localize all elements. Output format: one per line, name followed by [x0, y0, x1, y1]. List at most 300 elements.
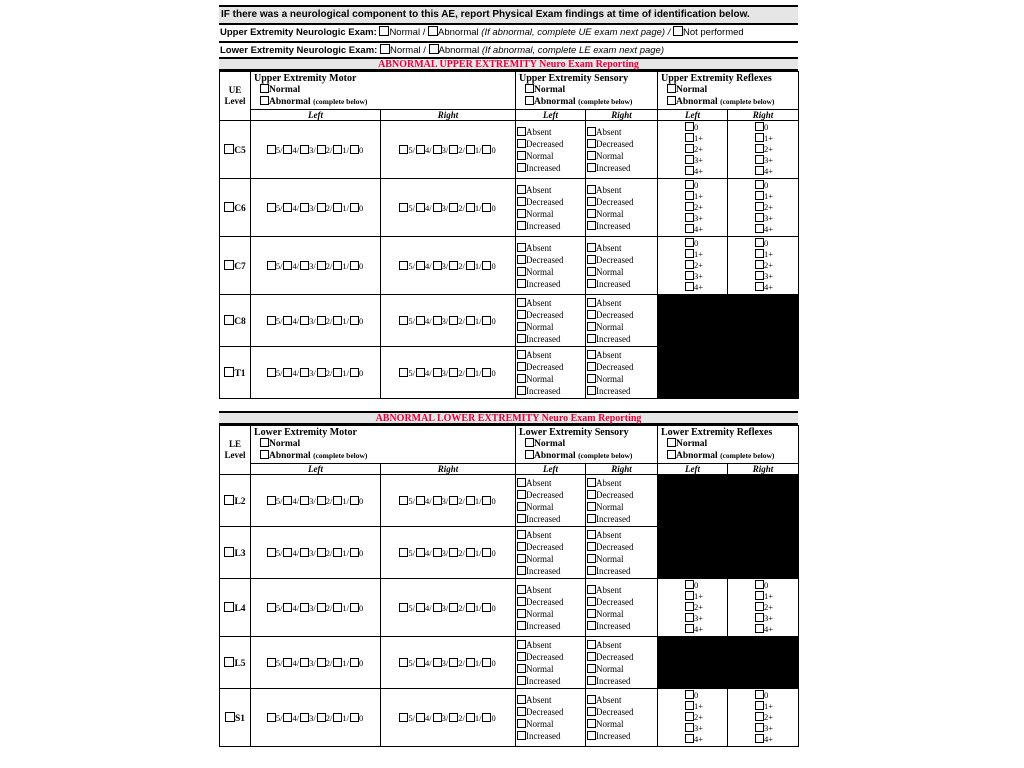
- c5-right-motor-4-label: 1/: [474, 144, 482, 155]
- c5-right-reflex-2-checkbox[interactable]: [755, 144, 764, 153]
- l4-right-motor-1-checkbox[interactable]: [416, 603, 425, 612]
- c8-left-sensory-0-checkbox[interactable]: [517, 298, 526, 307]
- c7-left-motor-5-checkbox[interactable]: [350, 261, 359, 270]
- c6-left-motor-4-checkbox[interactable]: [333, 203, 342, 212]
- c6-right-sensory-1-checkbox[interactable]: [587, 197, 596, 206]
- upper-motor-abnormal-checkbox[interactable]: [260, 96, 269, 105]
- upper-extremity-table: [219, 71, 799, 399]
- c7-right-sensory-3-checkbox[interactable]: [587, 279, 596, 288]
- l3-right-motor-0-checkbox[interactable]: [399, 548, 408, 557]
- c5-right-reflex-0-checkbox[interactable]: [755, 122, 764, 131]
- l5-right-motor-4-checkbox[interactable]: [466, 658, 475, 667]
- l2-left-sensory-1-checkbox[interactable]: [517, 490, 526, 499]
- c6-right-reflex-0-checkbox[interactable]: [755, 180, 764, 189]
- c5-right-reflex-4-checkbox[interactable]: [755, 166, 764, 175]
- c5-left-reflex-3-checkbox[interactable]: [685, 155, 694, 164]
- c6-left-reflex-1-checkbox[interactable]: [685, 191, 694, 200]
- c8-right-motor-1-checkbox[interactable]: [416, 316, 425, 325]
- l4-left-motor-2-checkbox[interactable]: [300, 603, 309, 612]
- l2-left-motor-5-checkbox[interactable]: [350, 496, 359, 505]
- upper-motor-title: Upper Extremity Motor: [254, 73, 357, 84]
- l4-left-sensory-3-checkbox[interactable]: [517, 621, 526, 630]
- c6-left-reflex-2-label: 2+: [694, 202, 704, 212]
- level-l2-checkbox[interactable]: [224, 495, 234, 505]
- l2-right-sensory-0-checkbox[interactable]: [587, 478, 596, 487]
- l4-left-motor-3-checkbox[interactable]: [317, 603, 326, 612]
- c5-left-sensory-3-checkbox[interactable]: [517, 163, 526, 172]
- c7-right-sensory-3-label: Increased: [596, 278, 631, 289]
- level-l3-checkbox[interactable]: [224, 547, 234, 557]
- l4-right-motor-2-checkbox[interactable]: [433, 603, 442, 612]
- s1-left-sensory-2-checkbox[interactable]: [517, 719, 526, 728]
- ue-normal-checkbox[interactable]: [379, 26, 389, 36]
- l5-left-motor-3-checkbox[interactable]: [317, 658, 326, 667]
- level-c7-checkbox[interactable]: [224, 260, 234, 270]
- c7-right-motor-2-checkbox[interactable]: [433, 261, 442, 270]
- c6-left-reflex-3-label: 3+: [694, 213, 704, 223]
- lower-reflex-normal-checkbox[interactable]: [667, 438, 676, 447]
- c8-left-motor-4-checkbox[interactable]: [333, 316, 342, 325]
- c6-right-motor-2-checkbox[interactable]: [433, 203, 442, 212]
- s1-left-reflex-0-checkbox[interactable]: [685, 690, 694, 699]
- c5-left-sensory-1-checkbox[interactable]: [517, 139, 526, 148]
- c5-right-sensory-2-checkbox[interactable]: [587, 151, 596, 160]
- l4-left-motor-5-checkbox[interactable]: [350, 603, 359, 612]
- s1-left-reflex-1-checkbox[interactable]: [685, 701, 694, 710]
- s1-right-reflex-2-checkbox[interactable]: [755, 712, 764, 721]
- l2-right-motor-4-checkbox[interactable]: [466, 496, 475, 505]
- l3-left-sensory-3-checkbox[interactable]: [517, 566, 526, 575]
- l3-left-motor-2-label: 3/: [309, 547, 316, 558]
- l2-right-sensory-2-checkbox[interactable]: [587, 502, 596, 511]
- c7-left-reflex-1-checkbox[interactable]: [685, 249, 694, 258]
- c5-right-reflex-1-checkbox[interactable]: [755, 133, 764, 142]
- t1-right-sensory-2-label: Normal: [596, 373, 624, 384]
- l3-left-motor-3-label: 2/: [325, 547, 333, 558]
- lower-sensory-abnormal-checkbox[interactable]: [525, 450, 534, 459]
- c6-right-motor-3-checkbox[interactable]: [449, 203, 458, 212]
- c8-left-motor-5-checkbox[interactable]: [350, 316, 359, 325]
- l5-left-sensory-1-checkbox[interactable]: [517, 652, 526, 661]
- c8-left-motor-3-checkbox[interactable]: [317, 316, 326, 325]
- s1-right-motor-2-checkbox[interactable]: [433, 713, 442, 722]
- l3-left-motor-4-checkbox[interactable]: [333, 548, 342, 557]
- c7-right-motor-0-checkbox[interactable]: [399, 261, 408, 270]
- c7-left-reflex-0-checkbox[interactable]: [685, 238, 694, 247]
- c7-left-motor-4-checkbox[interactable]: [333, 261, 342, 270]
- c6-left-motor-5-checkbox[interactable]: [350, 203, 359, 212]
- t1-left-motor-0-checkbox[interactable]: [267, 368, 276, 377]
- l2-right-motor-2-checkbox[interactable]: [433, 496, 442, 505]
- l5-left-motor-0-checkbox[interactable]: [267, 658, 276, 667]
- l4-right-reflex-4-checkbox[interactable]: [755, 624, 764, 633]
- s1-right-sensory-0-checkbox[interactable]: [587, 695, 596, 704]
- c8-right-motor-4-checkbox[interactable]: [466, 316, 475, 325]
- c7-left-motor-2-checkbox[interactable]: [300, 261, 309, 270]
- t1-right-motor-1-checkbox[interactable]: [416, 368, 425, 377]
- s1-left-reflex-2-label: 2+: [694, 712, 704, 722]
- c7-right-motor-4-checkbox[interactable]: [466, 261, 475, 270]
- c7-left-motor-3-checkbox[interactable]: [317, 261, 326, 270]
- l3-right-motor-2-checkbox[interactable]: [433, 548, 442, 557]
- c5-right-sensory-0-checkbox[interactable]: [587, 127, 596, 136]
- l4-right-motor-3-checkbox[interactable]: [449, 603, 458, 612]
- l4-right-sensory-0-checkbox[interactable]: [587, 585, 596, 594]
- l2-right-motor-3-checkbox[interactable]: [449, 496, 458, 505]
- t1-left-sensory-3-checkbox[interactable]: [517, 386, 526, 395]
- c5-left-reflex-4-checkbox[interactable]: [685, 166, 694, 175]
- c6-left-motor-3-checkbox[interactable]: [317, 203, 326, 212]
- l3-right-motor-2-label: 3/: [441, 547, 449, 558]
- level-c8-checkbox[interactable]: [224, 315, 234, 325]
- c6-left-sensory-0-checkbox[interactable]: [517, 185, 526, 194]
- c7-right-reflex-2-checkbox[interactable]: [755, 260, 764, 269]
- c6-left-reflex-0-checkbox[interactable]: [685, 180, 694, 189]
- l5-left-motor-2-checkbox[interactable]: [300, 658, 309, 667]
- c5-right-motor-1-checkbox[interactable]: [416, 145, 425, 154]
- lower-sensory-normal-checkbox[interactable]: [525, 438, 534, 447]
- l5-right-sensory-2-checkbox[interactable]: [587, 664, 596, 673]
- t1-left-motor-1-label: 4/: [292, 367, 300, 378]
- c5-left-reflex-1-checkbox[interactable]: [685, 133, 694, 142]
- c7-left-sensory-1-checkbox[interactable]: [517, 255, 526, 264]
- l3-left-motor-2-checkbox[interactable]: [300, 548, 309, 557]
- l5-right-motor-3-checkbox[interactable]: [449, 658, 458, 667]
- l3-left-motor-5-checkbox[interactable]: [350, 548, 359, 557]
- level-l5-checkbox[interactable]: [224, 657, 234, 667]
- c8-left-motor-2-checkbox[interactable]: [300, 316, 309, 325]
- c7-right-motor-3-checkbox[interactable]: [449, 261, 458, 270]
- c5-left-reflex-0-label: 0: [694, 122, 699, 132]
- l4-right-sensory-2-checkbox[interactable]: [587, 609, 596, 618]
- l5-right-sensory-2-label: Normal: [596, 663, 624, 674]
- c8-left-sensory-2-checkbox[interactable]: [517, 322, 526, 331]
- c6-right-motor-0-checkbox[interactable]: [399, 203, 408, 212]
- c5-left-sensory-2-label: Normal: [526, 150, 554, 161]
- c6-left-sensory-1-checkbox[interactable]: [517, 197, 526, 206]
- c7-left-sensory-2-checkbox[interactable]: [517, 267, 526, 276]
- ue-not-performed-checkbox[interactable]: [673, 26, 683, 36]
- c6-left-sensory-3-checkbox[interactable]: [517, 221, 526, 230]
- l4-left-reflex-2-checkbox[interactable]: [685, 602, 694, 611]
- l4-left-motor-0-checkbox[interactable]: [267, 603, 276, 612]
- c5-left-motor-0-checkbox[interactable]: [267, 145, 276, 154]
- c6-right-motor-1-label: 4/: [424, 202, 432, 213]
- c6-right-sensory-0-checkbox[interactable]: [587, 185, 596, 194]
- s1-right-motor-3-checkbox[interactable]: [449, 713, 458, 722]
- t1-left-sensory-2-label: Normal: [526, 373, 554, 384]
- c5-left-reflex-0-checkbox[interactable]: [685, 122, 694, 131]
- level-c5-checkbox[interactable]: [224, 144, 234, 154]
- c5-right-sensory-3-checkbox[interactable]: [587, 163, 596, 172]
- lower-motor-abnormal-checkbox[interactable]: [260, 450, 269, 459]
- l4-right-motor-4-label: 1/: [474, 602, 482, 613]
- l2-right-sensory-3-checkbox[interactable]: [587, 514, 596, 523]
- l4-right-reflex-2-checkbox[interactable]: [755, 602, 764, 611]
- c7-left-motor-0-checkbox[interactable]: [267, 261, 276, 270]
- s1-left-motor-0-checkbox[interactable]: [267, 713, 276, 722]
- c7-right-reflex-3-checkbox[interactable]: [755, 271, 764, 280]
- c6-right-reflex-1-checkbox[interactable]: [755, 191, 764, 200]
- c7-left-reflex-4-checkbox[interactable]: [685, 282, 694, 291]
- l4-right-motor-4-checkbox[interactable]: [466, 603, 475, 612]
- t1-left-sensory-0-checkbox[interactable]: [517, 350, 526, 359]
- c7-right-motor-1-checkbox[interactable]: [416, 261, 425, 270]
- s1-left-reflex-4-checkbox[interactable]: [685, 734, 694, 743]
- lower-sensory-title: Lower Extremity Sensory: [519, 427, 629, 438]
- c7-right-reflex: [728, 237, 799, 295]
- c5-left-motor-4-checkbox[interactable]: [333, 145, 342, 154]
- upper-motor-normal-checkbox[interactable]: [260, 84, 269, 93]
- upper-sensory-abnormal-checkbox[interactable]: [525, 96, 534, 105]
- l5-right-sensory-0-checkbox[interactable]: [587, 640, 596, 649]
- l4-left-reflex-4-checkbox[interactable]: [685, 624, 694, 633]
- s1-left-motor-4-checkbox[interactable]: [333, 713, 342, 722]
- lower-motor-normal-checkbox[interactable]: [260, 438, 269, 447]
- l2-left-sensory-2-checkbox[interactable]: [517, 502, 526, 511]
- s1-right-sensory-3-checkbox[interactable]: [587, 731, 596, 740]
- l4-left-reflex-0-checkbox[interactable]: [685, 580, 694, 589]
- l4-right-sensory-3-checkbox[interactable]: [587, 621, 596, 630]
- s1-right-reflex-3-checkbox[interactable]: [755, 723, 764, 732]
- t1-right-motor-3-checkbox[interactable]: [449, 368, 458, 377]
- upper-motor-abnormal-label: Abnormal: [269, 97, 311, 107]
- c6-left-sensory-2-checkbox[interactable]: [517, 209, 526, 218]
- s1-left-motor-3-checkbox[interactable]: [317, 713, 326, 722]
- s1-right-reflex-0-checkbox[interactable]: [755, 690, 764, 699]
- level-t1-checkbox[interactable]: [224, 367, 234, 377]
- c8-right-sensory-1-checkbox[interactable]: [587, 310, 596, 319]
- l3-left-motor-0-checkbox[interactable]: [267, 548, 276, 557]
- l5-left-sensory: [516, 637, 586, 689]
- l5-left-motor-4-checkbox[interactable]: [333, 658, 342, 667]
- s1-right-reflex-1-checkbox[interactable]: [755, 701, 764, 710]
- c8-right-sensory-2-checkbox[interactable]: [587, 322, 596, 331]
- c5-left-motor-2-checkbox[interactable]: [300, 145, 309, 154]
- l4-left-motor-4-checkbox[interactable]: [333, 603, 342, 612]
- t1-right-sensory-1-checkbox[interactable]: [587, 362, 596, 371]
- c5-left-motor-3-checkbox[interactable]: [317, 145, 326, 154]
- upper-reflex-abnormal-label: Abnormal: [676, 97, 718, 107]
- c8-left-sensory-1-checkbox[interactable]: [517, 310, 526, 319]
- c5-right-motor-4-checkbox[interactable]: [466, 145, 475, 154]
- t1-left-sensory-1-checkbox[interactable]: [517, 362, 526, 371]
- c6-left-motor-2-checkbox[interactable]: [300, 203, 309, 212]
- l3-right-motor-4-checkbox[interactable]: [466, 548, 475, 557]
- t1-left-motor-2-checkbox[interactable]: [300, 368, 309, 377]
- le-abnormal-checkbox[interactable]: [429, 44, 439, 54]
- l5-right-sensory-1-checkbox[interactable]: [587, 652, 596, 661]
- l3-right-sensory-3-checkbox[interactable]: [587, 566, 596, 575]
- t1-left-motor-3-checkbox[interactable]: [317, 368, 326, 377]
- l3-right-sensory-2-checkbox[interactable]: [587, 554, 596, 563]
- c6-right-sensory-3-checkbox[interactable]: [587, 221, 596, 230]
- t1-right-sensory-3-checkbox[interactable]: [587, 386, 596, 395]
- c5-right-motor-2-checkbox[interactable]: [433, 145, 442, 154]
- l4-left-reflex-4-label: 4+: [694, 624, 704, 634]
- c6-left-reflex-4-checkbox[interactable]: [685, 224, 694, 233]
- c8-left-sensory-0-label: Absent: [526, 297, 552, 308]
- l3-right-motor-1-checkbox[interactable]: [416, 548, 425, 557]
- l3-left-motor-5-label: 0: [358, 547, 364, 558]
- upper-reflex-normal-checkbox[interactable]: [667, 84, 676, 93]
- s1-left-sensory-2-label: Normal: [526, 718, 554, 729]
- c7-right-reflex-1-checkbox[interactable]: [755, 249, 764, 258]
- c6-left-motor-0-checkbox[interactable]: [267, 203, 276, 212]
- t1-right-motor-4-checkbox[interactable]: [466, 368, 475, 377]
- c7-right-sensory-0-checkbox[interactable]: [587, 243, 596, 252]
- t1-right-motor-2-checkbox[interactable]: [433, 368, 442, 377]
- t1-left-sensory-1-label: Decreased: [526, 361, 564, 372]
- s1-left-reflex-3-checkbox[interactable]: [685, 723, 694, 732]
- c6-left-reflex-1-label: 1+: [694, 191, 704, 201]
- c5-right-sensory-1-checkbox[interactable]: [587, 139, 596, 148]
- upper-reflex-abnormal-checkbox[interactable]: [667, 96, 676, 105]
- l5-left-sensory-0-checkbox[interactable]: [517, 640, 526, 649]
- c6-right-reflex-2-checkbox[interactable]: [755, 202, 764, 211]
- c7-left-reflex-3-checkbox[interactable]: [685, 271, 694, 280]
- t1-left-motor-5-checkbox[interactable]: [350, 368, 359, 377]
- l4-left-sensory-0-checkbox[interactable]: [517, 585, 526, 594]
- l3-right-sensory-1-checkbox[interactable]: [587, 542, 596, 551]
- c8-left-motor-0-checkbox[interactable]: [267, 316, 276, 325]
- c6-right-reflex-3-checkbox[interactable]: [755, 213, 764, 222]
- c5-right-motor-0-checkbox[interactable]: [399, 145, 408, 154]
- l5-right-motor-2-checkbox[interactable]: [433, 658, 442, 667]
- l4-left-sensory-1-checkbox[interactable]: [517, 597, 526, 606]
- c5-right-sensory-0-label: Absent: [596, 126, 622, 137]
- s1-right-reflex-4-checkbox[interactable]: [755, 734, 764, 743]
- s1-right-motor-1-checkbox[interactable]: [416, 713, 425, 722]
- l2-right-motor-2-label: 3/: [441, 495, 449, 506]
- c7-right-reflex-4-checkbox[interactable]: [755, 282, 764, 291]
- c5-left-sensory-2-checkbox[interactable]: [517, 151, 526, 160]
- l4-right-reflex-0-checkbox[interactable]: [755, 580, 764, 589]
- t1-left-sensory-2-checkbox[interactable]: [517, 374, 526, 383]
- c5-right-reflex-3-checkbox[interactable]: [755, 155, 764, 164]
- c8-right-motor-0-checkbox[interactable]: [399, 316, 408, 325]
- l4-right-reflex-1-checkbox[interactable]: [755, 591, 764, 600]
- l5-left-motor-5-checkbox[interactable]: [350, 658, 359, 667]
- s1-right-sensory-2-checkbox[interactable]: [587, 719, 596, 728]
- level-t1: [220, 347, 251, 399]
- c7-right-sensory-2-checkbox[interactable]: [587, 267, 596, 276]
- c7-right-reflex-0-checkbox[interactable]: [755, 238, 764, 247]
- ue-note: (If abnormal, complete UE exam next page) /: [481, 27, 671, 38]
- l4-right-reflex-3-checkbox[interactable]: [755, 613, 764, 622]
- c6-left-reflex-2-checkbox[interactable]: [685, 202, 694, 211]
- c8-right-motor-3-checkbox[interactable]: [449, 316, 458, 325]
- l5-right-motor-1-checkbox[interactable]: [416, 658, 425, 667]
- l2-left-sensory-3-checkbox[interactable]: [517, 514, 526, 523]
- level-c6-checkbox[interactable]: [224, 202, 234, 212]
- l2-left-motor-3-checkbox[interactable]: [317, 496, 326, 505]
- s1-right-sensory-1-checkbox[interactable]: [587, 707, 596, 716]
- c8-right-motor-2-checkbox[interactable]: [433, 316, 442, 325]
- s1-right-motor: [381, 689, 516, 747]
- l2-left-motor-0-checkbox[interactable]: [267, 496, 276, 505]
- l2-left-motor-4-checkbox[interactable]: [333, 496, 342, 505]
- c8-right-motor-5-label: 0: [491, 315, 496, 326]
- l5-left-sensory-3-checkbox[interactable]: [517, 676, 526, 685]
- t1-right-sensory-2-checkbox[interactable]: [587, 374, 596, 383]
- c6-right-motor-4-checkbox[interactable]: [466, 203, 475, 212]
- c7-left-reflex-1-label: 1+: [694, 249, 704, 259]
- l4-right-motor-0-checkbox[interactable]: [399, 603, 408, 612]
- c8-right-sensory-0-checkbox[interactable]: [587, 298, 596, 307]
- s1-left-motor-2-checkbox[interactable]: [300, 713, 309, 722]
- l4-left-reflex-3-checkbox[interactable]: [685, 613, 694, 622]
- s1-left-sensory-0-checkbox[interactable]: [517, 695, 526, 704]
- l2-left-motor-2-checkbox[interactable]: [300, 496, 309, 505]
- l3-right-motor-3-checkbox[interactable]: [449, 548, 458, 557]
- ue-normal-label: Normal /: [389, 27, 426, 38]
- l3-right-sensory-0-checkbox[interactable]: [587, 530, 596, 539]
- c7-right-sensory-1-checkbox[interactable]: [587, 255, 596, 264]
- c6-right-motor-1-checkbox[interactable]: [416, 203, 425, 212]
- c8-right-sensory-3-checkbox[interactable]: [587, 334, 596, 343]
- ue-abnormal-checkbox[interactable]: [428, 26, 438, 36]
- l2-right-motor-1-checkbox[interactable]: [416, 496, 425, 505]
- l5-right-sensory-3-checkbox[interactable]: [587, 676, 596, 685]
- c7-left-sensory-0-checkbox[interactable]: [517, 243, 526, 252]
- c8-left-sensory-3-checkbox[interactable]: [517, 334, 526, 343]
- c5-left-reflex-2-checkbox[interactable]: [685, 144, 694, 153]
- l5-left-sensory-2-checkbox[interactable]: [517, 664, 526, 673]
- c5-left-motor-5-checkbox[interactable]: [350, 145, 359, 154]
- level-s1-checkbox[interactable]: [225, 712, 235, 722]
- c7-left-sensory-0-label: Absent: [526, 242, 552, 253]
- s1-right-motor-4-checkbox[interactable]: [466, 713, 475, 722]
- l2-right-motor-0-checkbox[interactable]: [399, 496, 408, 505]
- c6-right-sensory-2-checkbox[interactable]: [587, 209, 596, 218]
- c5-left-sensory-0-checkbox[interactable]: [517, 127, 526, 136]
- c6-left-reflex-3-checkbox[interactable]: [685, 213, 694, 222]
- t1-right-motor-0-checkbox[interactable]: [399, 368, 408, 377]
- l2-right-sensory-1-checkbox[interactable]: [587, 490, 596, 499]
- l3-left-sensory-1-checkbox[interactable]: [517, 542, 526, 551]
- c6-right-reflex-4-checkbox[interactable]: [755, 224, 764, 233]
- l4-left-sensory-2-checkbox[interactable]: [517, 609, 526, 618]
- s1-right-motor-0-checkbox[interactable]: [399, 713, 408, 722]
- l4-left-reflex-2-label: 2+: [694, 602, 704, 612]
- l3-left-sensory-2-checkbox[interactable]: [517, 554, 526, 563]
- t1-left-motor-4-checkbox[interactable]: [333, 368, 342, 377]
- s1-left-sensory-1-checkbox[interactable]: [517, 707, 526, 716]
- s1-left-sensory-3-checkbox[interactable]: [517, 731, 526, 740]
- l4-right-sensory-1-checkbox[interactable]: [587, 597, 596, 606]
- level-l4-checkbox[interactable]: [224, 602, 234, 612]
- s1-left-motor-5-checkbox[interactable]: [350, 713, 359, 722]
- c8-left-motor: [251, 295, 381, 347]
- level-l2-label: L2: [234, 496, 246, 507]
- t1-right-sensory-0-checkbox[interactable]: [587, 350, 596, 359]
- l3-left-sensory-0-checkbox[interactable]: [517, 530, 526, 539]
- upper-sensory-normal-checkbox[interactable]: [525, 84, 534, 93]
- l4-right-motor-3-label: 2/: [458, 602, 465, 613]
- le-normal-checkbox[interactable]: [380, 44, 390, 54]
- s1-left-reflex-2-checkbox[interactable]: [685, 712, 694, 721]
- c5-right-motor-3-checkbox[interactable]: [449, 145, 458, 154]
- c7-left-reflex-2-checkbox[interactable]: [685, 260, 694, 269]
- l3-left-motor-3-checkbox[interactable]: [317, 548, 326, 557]
- l2-left-sensory-0-checkbox[interactable]: [517, 478, 526, 487]
- lower-reflex-abnormal-checkbox[interactable]: [667, 450, 676, 459]
- c7-left-sensory-3-checkbox[interactable]: [517, 279, 526, 288]
- l4-left-reflex-1-checkbox[interactable]: [685, 591, 694, 600]
- level-l3-label: L3: [234, 548, 246, 559]
- l5-right-motor-0-checkbox[interactable]: [399, 658, 408, 667]
